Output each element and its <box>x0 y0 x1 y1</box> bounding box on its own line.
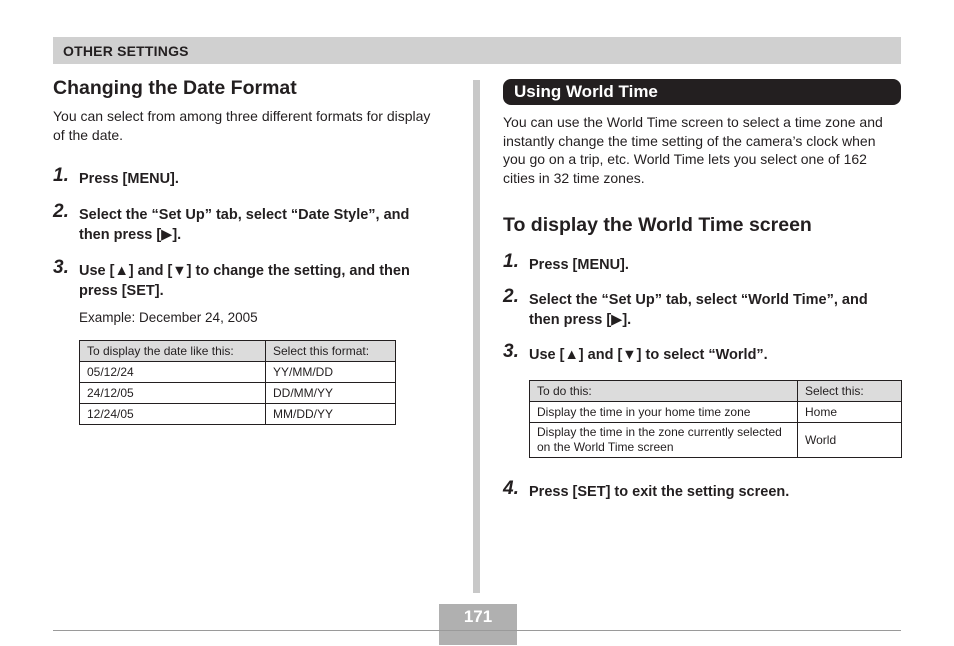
column-divider <box>473 80 480 593</box>
step-text: Press [MENU]. <box>79 171 179 187</box>
table-row <box>80 383 396 404</box>
step-number: 2. <box>53 201 69 222</box>
right-column <box>503 79 903 502</box>
step-text: Select the “Set Up” tab, select “World Time”, and then press [▶]. <box>529 292 868 328</box>
world-time-intro: You can use the World Time screen to select a time zone and instantly change the time setting of the camera’s clock when you go on a trip, etc. World Time lets you select one of 162 cities in 32 time zones. <box>503 114 883 186</box>
step-text: Use [▲] and [▼] to change the setting, and then press [SET]. <box>79 263 410 299</box>
table-row <box>80 404 396 425</box>
table-header-row <box>80 341 396 362</box>
table-cell: 24/12/05 <box>80 383 266 404</box>
world-time-table <box>529 380 902 458</box>
world-time-subtitle: To display the World Time screen <box>503 214 812 236</box>
table-cell: Display the time in the zone currently selected on the World Time screen <box>530 423 798 458</box>
table-row <box>530 423 902 458</box>
world-step-1 <box>503 251 903 275</box>
date-step-1 <box>53 165 453 189</box>
world-step-4 <box>503 478 903 502</box>
date-format-table <box>79 340 396 425</box>
step-number: 1. <box>53 165 69 186</box>
table-cell: World <box>798 423 902 458</box>
date-step-2 <box>53 201 439 245</box>
table-cell: YY/MM/DD <box>266 362 396 383</box>
table-cell: 05/12/24 <box>80 362 266 383</box>
step-text: Use [▲] and [▼] to select “World”. <box>529 347 768 363</box>
step-text: Press [MENU]. <box>529 257 629 273</box>
world-step-3 <box>503 341 903 365</box>
table-cell: Home <box>798 402 902 423</box>
page-number-tab <box>439 631 517 645</box>
date-example: Example: December 24, 2005 <box>79 310 258 325</box>
page-number: 171 <box>439 604 517 630</box>
step-number: 3. <box>503 341 519 362</box>
world-time-section-pill: Using World Time <box>503 79 901 105</box>
world-step-2 <box>503 286 899 330</box>
table-cell: 12/24/05 <box>80 404 266 425</box>
table-row <box>530 402 902 423</box>
step-number: 3. <box>53 257 69 278</box>
table-row <box>80 362 396 383</box>
table-cell: DD/MM/YY <box>266 383 396 404</box>
table-cell: Display the time in your home time zone <box>530 402 798 423</box>
table-header-cell: To display the date like this: <box>80 341 266 362</box>
table-cell: MM/DD/YY <box>266 404 396 425</box>
left-column <box>53 77 453 425</box>
table-header-cell: To do this: <box>530 381 798 402</box>
step-text: Select the “Set Up” tab, select “Date Style”, and then press [▶]. <box>79 207 410 243</box>
table-header-cell: Select this format: <box>266 341 396 362</box>
table-header-cell: Select this: <box>798 381 902 402</box>
step-number: 1. <box>503 251 519 272</box>
step-number: 2. <box>503 286 519 307</box>
step-text: Press [SET] to exit the setting screen. <box>529 484 790 500</box>
section-header-bar <box>53 37 901 64</box>
section-header-label: OTHER SETTINGS <box>63 43 189 59</box>
date-step-3 <box>53 257 439 301</box>
table-header-row <box>530 381 902 402</box>
date-format-title: Changing the Date Format <box>53 77 297 99</box>
step-number: 4. <box>503 478 519 499</box>
date-format-intro: You can select from among three different formats for display of the date. <box>53 108 431 143</box>
